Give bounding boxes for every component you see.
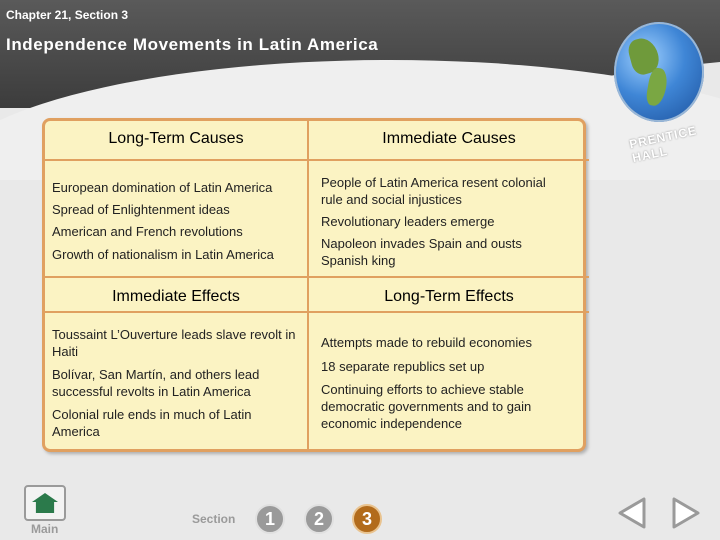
main-button[interactable] [24, 485, 66, 521]
immediate-cause-item: Revolutionary leaders emerge [321, 214, 495, 229]
header-immediate-causes: Immediate Causes [382, 130, 516, 147]
immediate-cause-item: People of Latin America resent colonial rule and social injustices [321, 175, 546, 207]
immediate-effect-item: Toussaint L’Ouverture leads slave revolt in Haiti [52, 327, 296, 359]
immediate-effect-item: Bolívar, San Martín, and others lead successful revolts in Latin America [52, 367, 260, 399]
header-immediate-effects: Immediate Effects [112, 288, 240, 305]
section-label: Section [192, 512, 236, 526]
publisher-logo-text: PRENTICE HALL [628, 123, 699, 166]
globe-logo [586, 10, 720, 166]
table-header-divider-top [45, 159, 589, 161]
table-header-divider-middle-bottom [45, 311, 589, 313]
section-1-button[interactable]: 1 [255, 504, 285, 534]
next-arrow-icon[interactable] [666, 493, 706, 533]
long-term-effect-item: Attempts made to rebuild economies [321, 335, 532, 350]
table-header-divider-middle-top [45, 276, 589, 278]
header-long-term-effects: Long-Term Effects [384, 288, 514, 305]
section-3-button[interactable]: 3 [352, 504, 382, 534]
long-term-effect-item: 18 separate republics set up [321, 359, 485, 374]
table-vertical-divider [307, 121, 309, 449]
header-long-term-causes: Long-Term Causes [108, 130, 244, 147]
immediate-cause-item: Napoleon invades Spain and ousts Spanish king [321, 236, 522, 268]
long-term-cause-item: Spread of Enlightenment ideas [52, 202, 230, 217]
home-icon [32, 493, 58, 513]
immediate-effect-item: Colonial rule ends in much of Latin America [52, 407, 252, 439]
long-term-cause-item: Growth of nationalism in Latin America [52, 247, 274, 262]
causes-effects-table [42, 118, 586, 452]
long-term-effect-item: Continuing efforts to achieve stable democratic governments and to gain economic independence [321, 382, 532, 431]
long-term-cause-item: American and French revolutions [52, 224, 243, 239]
chapter-label: Chapter 21, Section 3 [6, 8, 129, 22]
main-button-label: Main [31, 522, 59, 536]
section-2-button[interactable]: 2 [304, 504, 334, 534]
slide-title: Independence Movements in Latin America [6, 35, 379, 54]
long-term-cause-item: European domination of Latin America [52, 180, 273, 195]
previous-arrow-icon[interactable] [612, 493, 652, 533]
